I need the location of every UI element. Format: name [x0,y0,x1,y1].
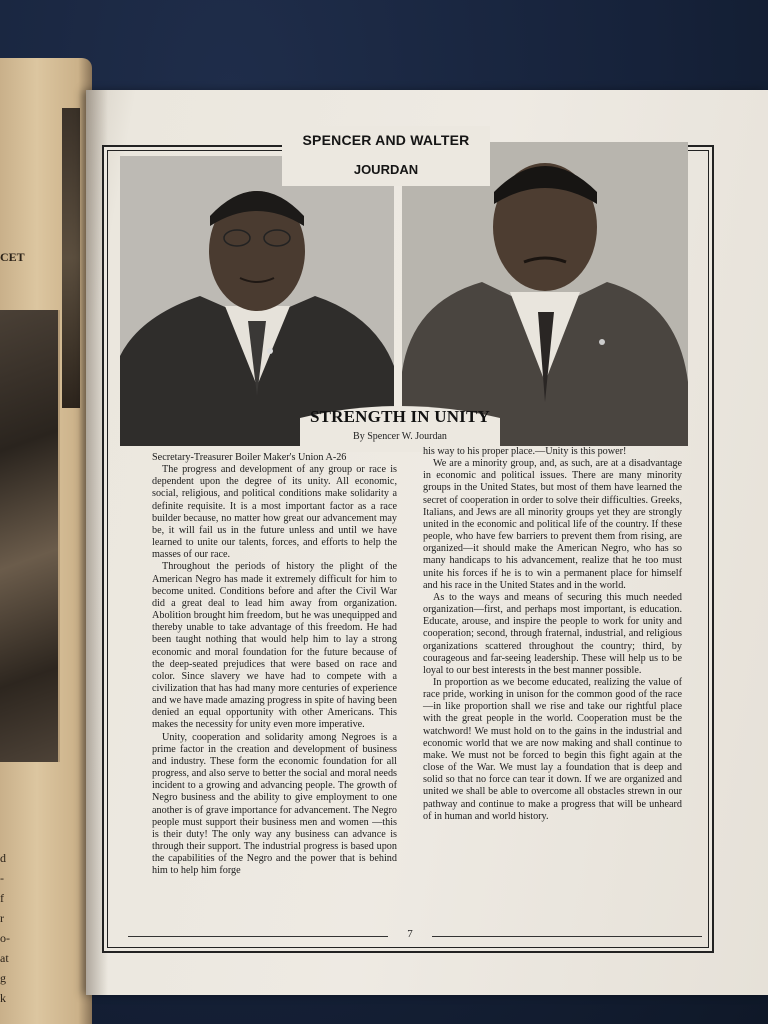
paragraph: his way to his proper place.—Unity is this power! [423,446,627,457]
paragraph: As to the ways and means of securing this much needed organization—first, and perhaps most important, is education. Educate, arouse, and inspire the people to work for unity and cooperation; second, through fraternal, industrial, and religious organizations scattered throughout the country; third, by courageous and far-seeing leadership. These will help us to be loyal to our best interests in the best manner possible. [423,591,682,676]
author-affiliation: Secretary-Treasurer Boiler Maker's Union A-26 [152,452,347,463]
previous-page-photo-strip [62,108,80,408]
page-number-rule-right [432,936,702,937]
article-title: STRENGTH IN UNITY [309,407,491,426]
paragraph: In proportion as we become educated, realizing the value of race pride, working in unison for the common good of the race—in like proportion shall we rise and take our rightful place with the great people in the world. Cooperation must be the watchword! We must hold on to the gains in the industrial and economic world that we are now making and shall continue to make. We must not be forced to begin this fight again at the close of the War. We must lay a foundation that is deep and solid so that no force can tear it down. If we are organized and united we shall be able to overcome all obstacles strewn in our pathway and continue to make a progress that will be unheard of in human and world history. [423,676,682,822]
previous-page-text-fragments [0,848,10,1008]
header-title-block [282,126,490,186]
page-number-rule-left [128,936,388,937]
fragment: g [0,971,6,985]
header-title-line2: JOURDAN [353,162,419,177]
paragraph: Throughout the periods of history the plight of the American Negro has made it extremely difficult for him to become united. Conditions before and after the Civil War did a great deal to lead him away from organization. Abolition brought him freedom, but he was unequipped and thereby unable to take advantage of this freedom. He had been taught nothing that would help him to lay a strong economic and moral foundation for the future because of the deep-seated prejudices that were based on race and color. Since slavery we have had to compete with a civilization that has had many more centuries of experience and we have made amazing progress in spite of having been denied an equal opportunity with other Americans. This makes the necessity for unity even more imperative. [152,561,397,731]
previous-page-photo [0,310,60,762]
page-number: 7 [407,928,413,940]
fragment: k [0,991,6,1005]
previous-page-heading-fragment: CET [0,250,25,264]
fragment: f [0,891,4,905]
fragment: - [0,871,4,885]
paragraph: The progress and development of any group or race is dependent upon the degree of its unity. All economic, social, religious, and political conditions make solidarity a definite requisite. It is a most important factor as a race builder because, no matter how great our advancement may be, it will fail us in the future unless and until we have learned to unite our talents, forces, and efforts to help the masses of our race. [152,464,397,561]
paragraph: We are a minority group, and, as such, are at a disadvantage in economic and political issues. There are many minority groups in the United States, but most of them have learned the secret of cooperation in order to solve their difficulties. Greeks, Italians, and Jews are all minority groups yet they are strongly united in the economic and political life of the country. If these people, who have few barriers to prevent them from rising, are organized—it should make the American Negro, who has so many handicaps to his advancement, realize that he too must unite his forces if he is to win a permanent place for himself and his race in the United States and in the world. [423,458,682,591]
fragment: at [0,951,9,965]
article-column-left [152,452,397,877]
fragment: o- [0,931,10,945]
previous-page [0,58,92,1024]
article-byline: By Spencer W. Jourdan [353,431,447,442]
header-title-line1: SPENCER AND WALTER [302,132,470,148]
article-column-right [423,446,682,823]
fragment: r [0,911,4,925]
paragraph: Unity, cooperation and solidarity among Negroes is a prime factor in the creation and development of business and industry. These form the economic foundation for all progress, and also serve to better the social and moral needs incident to a growing and advancing people. The growth of Negro business and the ability to give employment to one another is of grave importance for advancement. The Negro people must support their business men and women —this is their duty! The only way any business can advance is through their support. The industrial progress is based upon the capabilities of the Negro and the power that is behind him to help him forge [152,731,397,877]
fragment: d [0,851,6,865]
